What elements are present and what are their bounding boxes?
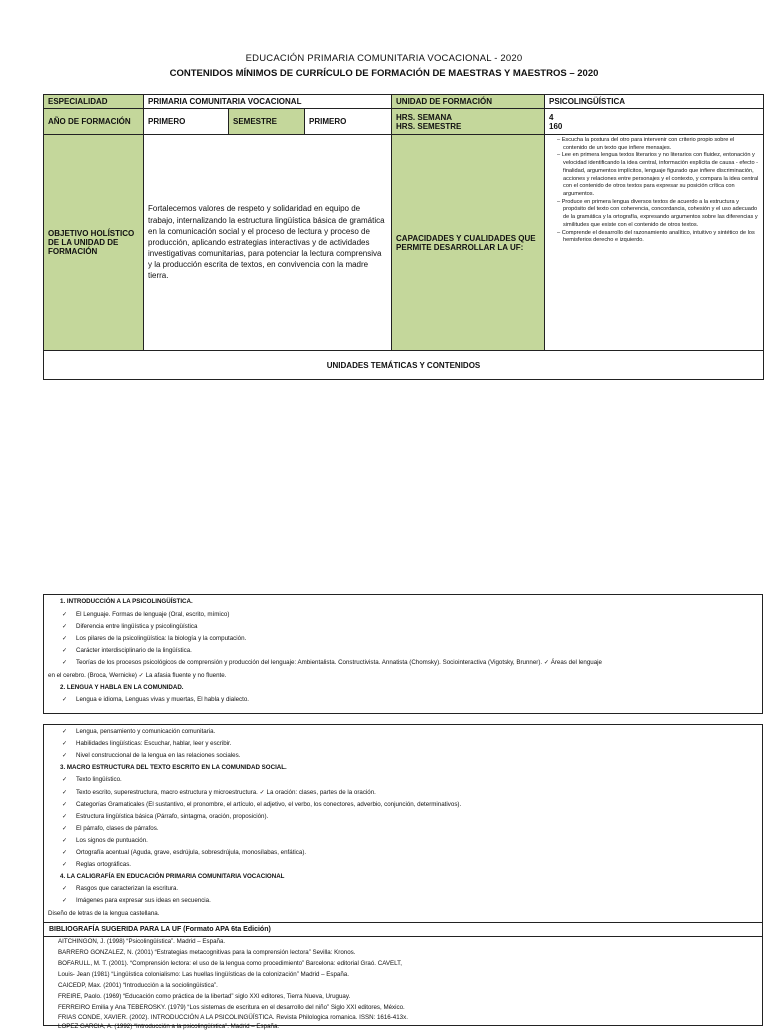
bib-entry: BOFARULL, M. T. (2001). “Comprensión lectora: el uso de la lengua como procedimiento” Barcelona: editorial Graó. CAVELT, bbox=[58, 960, 402, 967]
list-item: ✓ Diferencia entre lingüística y psicolingüística bbox=[76, 624, 197, 630]
list-item: ✓ El párrafo, clases de párrafos. bbox=[76, 826, 159, 832]
list-item: ✓ Los pilares de la psicolingüística: la biología y la computación. bbox=[76, 636, 246, 642]
unidad-value: PSICOLINGÜÍSTICA bbox=[545, 95, 764, 109]
section-title: 1. INTRODUCCIÓN A LA PSICOLINGÜÍSTICA. bbox=[60, 598, 193, 605]
bib-entry: CAICEDP, Max. (2001) “Introducción a la sociolingüística”. bbox=[58, 982, 218, 989]
capacidades-list bbox=[549, 137, 759, 245]
objetivo-text: Fortalecemos valores de respeto y solidaridad en equipo de trabajo, internalizando la estructura lingüística básica de gramática en la comunicación social y el proceso de lectura y proceso de producción, aplicando estrategias interactivas y de actividades investigativas comunitarias, para potenciar la lectura comprensiva y la producción escrita de textos, en convivencia con la madre tierra. bbox=[144, 135, 392, 351]
capacidades-label: CAPACIDADES Y CUALIDADES QUE PERMITE DESARROLLAR LA UF: bbox=[392, 135, 545, 351]
list-item: ✓ Los signos de puntuación. bbox=[76, 838, 148, 844]
list-item: ✓ Estructura lingüística básica (Párrafo, sintagma, oración, proposición). bbox=[76, 814, 268, 820]
unidades-tematicas-header: UNIDADES TEMÁTICAS Y CONTENIDOS bbox=[44, 351, 764, 380]
list-item: ✓ Texto escrito, superestructura, macro estructura y microestructura. ✓ La oración: clases, partes de la oración. bbox=[76, 790, 376, 796]
bib-entry: LOPEZ GARCIA, A. (1992) “Introducción a la psicolingüística”. Madrid – España. bbox=[58, 1023, 280, 1030]
list-item: ✓ Habilidades lingüísticas: Escuchar, hablar, leer y escribir. bbox=[76, 741, 231, 747]
list-item: ✓ Imágenes para expresar sus ideas en secuencia. bbox=[76, 898, 211, 904]
hrs-semestre-label: HRS. SEMESTRE bbox=[396, 121, 462, 131]
list-item: ✓ Texto lingüístico. bbox=[76, 777, 122, 783]
capacidad-item: – Comprende el desarrollo del razonamiento analítico, intuitivo y sintético de los hemisferios derecho e izquierdo. bbox=[557, 230, 759, 245]
semestre-value: PRIMERO bbox=[305, 109, 392, 135]
hrs-semestre-value: 160 bbox=[549, 121, 563, 131]
hrs-semana-label: HRS. SEMANA bbox=[396, 112, 453, 122]
especialidad-label: ESPECIALIDAD bbox=[44, 95, 144, 109]
hrs-values bbox=[545, 109, 764, 135]
hrs-semana-value: 4 bbox=[549, 112, 554, 122]
list-item-continuation: en el cerebro. (Broca, Wernicke) ✓ La afasia fluente y no fluente. bbox=[48, 672, 227, 679]
list-item: Diseño de letras de la lengua castellana. bbox=[48, 910, 160, 917]
bib-entry: BARRERO GONZALEZ, N. (2001) “Estrategias metacognitivas para la comprensión lectora” Sevilla: Kronos. bbox=[58, 949, 356, 956]
list-item: ✓ Teorías de los procesos psicológicos de comprensión y producción del lenguaje: Ambientalista. Constructivista. Annatista (Chomsky). Sociointeractiva (Vigotsky, Brunner). ✓ Áreas del lenguaje bbox=[76, 660, 602, 666]
header-line-1: EDUCACIÓN PRIMARIA COMUNITARIA VOCACIONAL - 2020 bbox=[245, 53, 523, 64]
list-item: ✓ Reglas ortográficas. bbox=[76, 862, 131, 868]
anio-label: AÑO DE FORMACIÓN bbox=[44, 109, 144, 135]
header-line-2: CONTENIDOS MÍNIMOS DE CURRÍCULO DE FORMACIÓN DE MAESTRAS Y MAESTROS – 2020 bbox=[169, 68, 599, 79]
bib-entry: FREIRE, Paolo. (1969) “Educación como práctica de la libertad” siglo XXI editores, Tierra Nueva, Uruguay. bbox=[58, 993, 351, 1000]
list-item: ✓ Lengua, pensamiento y comunicación comunitaria. bbox=[76, 729, 215, 735]
list-item: ✓ Rasgos que caracterizan la escritura. bbox=[76, 886, 178, 892]
bib-entry: Louis- Jean (1981) “Lingüística colonialismo: Las huellas lingüísticas de la colonización” Madrid – España. bbox=[58, 971, 349, 978]
bib-entry: AITCHINGON, J. (1998) “Psicolingüística”. Madrid – España. bbox=[58, 938, 226, 945]
objetivo-label: OBJETIVO HOLÍSTICO DE LA UNIDAD DE FORMACIÓN bbox=[44, 135, 144, 351]
section-title: 4. LA CALIGRAFÍA EN EDUCACIÓN PRIMARIA COMUNITARIA VOCACIONAL bbox=[60, 873, 285, 880]
section-title: 3. MACRO ESTRUCTURA DEL TEXTO ESCRITO EN LA COMUNIDAD SOCIAL. bbox=[60, 764, 287, 771]
bib-entry: FRIAS CONDE, XAVIER. (2002). INTRODUCCIÓN A LA PSICOLINGÜÍSTICA. Revista Philologica romanica. ISSN: 1616-413x. bbox=[58, 1014, 408, 1021]
capacidad-item: – Lee en primera lengua textos literarios y no literarios con fluidez, entonación y velocidad identificando la idea central, información explícita de causa - efecto - finalidad, argumentos implícitos, lenguaje figurado que infiere discriminación, acciones y relaciones entre personajes y el contexto, y compara la idea central con el contenido de otros textos para expresar su posición crítica con argumentos. bbox=[557, 152, 759, 198]
unidad-label: UNIDAD DE FORMACIÓN bbox=[392, 95, 545, 109]
bibliography-header: BIBLIOGRAFÍA SUGERIDA PARA LA UF (Formato APA 6ta Edición) bbox=[44, 922, 762, 937]
section-title: 2. LENGUA Y HABLA EN LA COMUNIDAD. bbox=[60, 684, 184, 691]
capacidades-cell bbox=[545, 135, 764, 351]
capacidad-item: – Escucha la postura del otro para intervenir con criterio propio sobre el contenido de un texto que infiere mensajes. bbox=[557, 137, 759, 152]
semestre-label: SEMESTRE bbox=[229, 109, 305, 135]
contents-box-2 bbox=[43, 724, 763, 1030]
list-item: ✓ Categorías Gramaticales (El sustantivo, el pronombre, el artículo, el adjetivo, el verbo, los conectores, adverbio, conjunción, determinativos). bbox=[76, 802, 461, 808]
list-item: ✓ Nivel construccional de la lengua en las relaciones sociales. bbox=[76, 753, 240, 759]
contents-box-1 bbox=[43, 594, 763, 714]
list-item: ✓ El Lenguaje. Formas de lenguaje (Oral, escrito, mímico) bbox=[76, 612, 229, 618]
especialidad-value: PRIMARIA COMUNITARIA VOCACIONAL bbox=[144, 95, 392, 109]
anio-value: PRIMERO bbox=[144, 109, 229, 135]
list-item: ✓ Ortografía acentual (Aguda, grave, esdrújula, sobresdrújula, monosílabas, enfática). bbox=[76, 850, 306, 856]
list-item: ✓ Lengua e idioma, Lenguas vivas y muertas, El habla y dialecto. bbox=[76, 697, 249, 703]
hrs-labels bbox=[392, 109, 545, 135]
capacidad-item: – Produce en primera lengua diversos textos de acuerdo a la estructura y propósito del texto con coherencia, concordancia, cohesión y el uso adecuado de la gramática y la ortografía, expresando argumentos sobre las diferencias y similitudes que existe con el contenido de otros textos. bbox=[557, 199, 759, 230]
list-item: ✓ Carácter interdisciplinario de la lingüística. bbox=[76, 648, 192, 654]
bib-entry: FERREIRO Emilia y Ana TEBEROSKY. (1979) “Los sistemas de escritura en el desarrollo del niño” Siglo XXI editores, México. bbox=[58, 1004, 405, 1011]
curriculum-table bbox=[43, 94, 764, 380]
